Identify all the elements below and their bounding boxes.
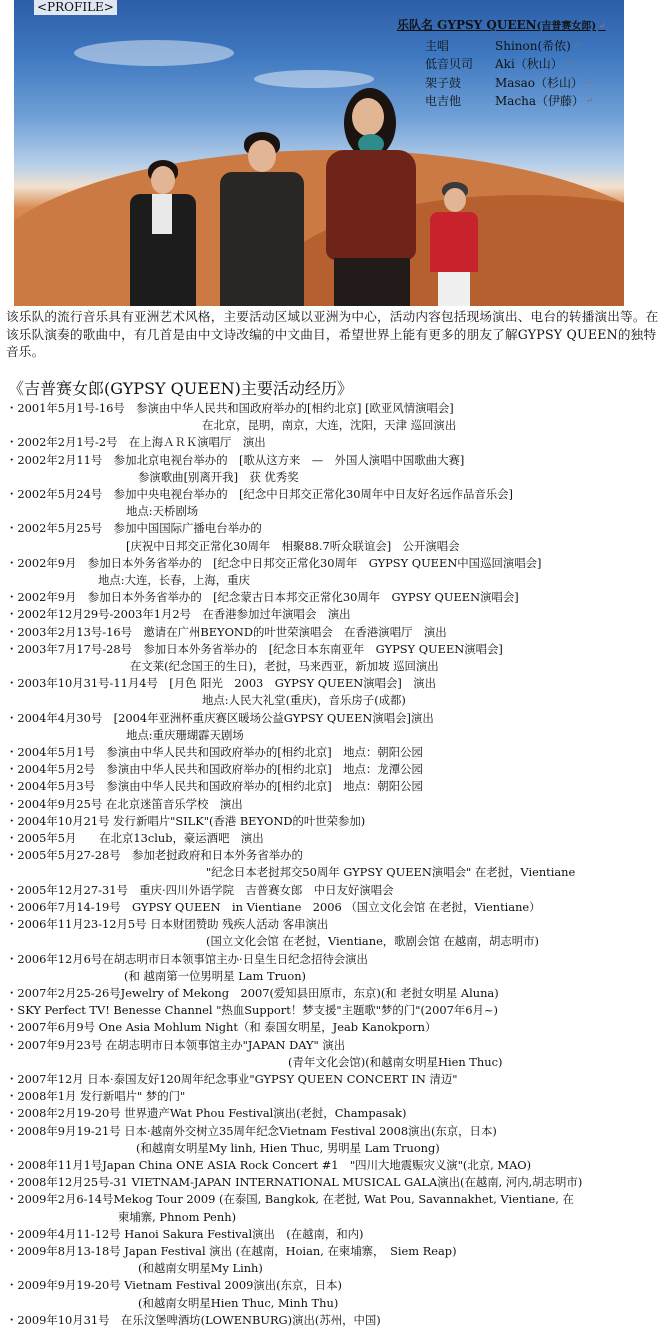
- history-entry: ・2007年9月23号 在胡志明市日本领事馆主办"JAPAN DAY" 演出: [6, 1037, 346, 1052]
- vocalist-figure: [314, 88, 424, 306]
- history-entry: ・2008年1月 发行新唱片" 梦的门": [6, 1089, 186, 1104]
- history-entry: ・2008年2月19-20号 世界遗产Wat Phou Festival演出(老挝，Champasak): [6, 1106, 407, 1121]
- history-entry-detail: 在文莱(纪念国王的生日)，老挝，马来西亚，新加坡 巡回演出: [130, 659, 439, 674]
- history-entry-detail: (和越南女明星My linh, Hien Thuc, 男明星 Lam Truong): [136, 1140, 440, 1155]
- history-entry: ・2007年12月 日本·泰国友好120周年纪念事业"GYPSY QUEEN CONCERT IN 清迈": [6, 1071, 458, 1086]
- history-entry: ・SKY Perfect TV! Benesse Channel "热血Support！梦支援"主题歌"梦的门"(2007年6月~): [6, 1003, 498, 1018]
- history-entry-detail: 柬埔寨, Phnom Penh): [118, 1209, 237, 1224]
- history-entry: ・2001年5月1号-16号 参演由中华人民共和国政府举办的[相约北京] [欧亚风情演唱会]: [6, 401, 454, 415]
- history-entry: ・2002年2月1号-2号 在上海ＡＲＫ演唱厅 演出: [6, 435, 266, 450]
- history-entry: ・2002年2月11号 参加北京电视台举办的 [歌从这方来 — 外国人演唱中国歌曲大赛]: [6, 452, 465, 467]
- history-entry-detail: 地点:大连，长春，上海，重庆: [98, 573, 250, 588]
- band-info: [397, 16, 637, 111]
- history-entry: ・2009年9月19-20号 Vietnam Festival 2009演出(东京，日本): [6, 1278, 342, 1293]
- history-entry: ・2002年5月24号 参加中央电视台举办的 [纪念中日邦交正常化30周年中日友好名远作品音乐会]: [6, 487, 513, 502]
- member-row: 主唱 Shinon(希侬) ↵: [397, 37, 637, 56]
- member-name: Macha（伊藤）: [495, 94, 585, 108]
- member-name: Masao（杉山）: [495, 75, 583, 90]
- history-entry: ・2005年5月27-28号 参加老挝政府和日本外务省举办的: [6, 848, 303, 863]
- history-entry: ・2003年2月13号-16号 邀请在广州BEYOND的叶世荣演唱会 在香港演唱厅 演出: [6, 624, 447, 639]
- member-role: 架子鼓: [425, 75, 462, 90]
- history-entry: ・2004年5月3号 参演由中华人民共和国政府举办的[相约北京] 地点：朝阳公园: [6, 779, 423, 794]
- history-entry: ・2009年2月6-14号Mekog Tour 2009 (在泰国, Bangkok, 在老挝, Wat Pou, Savannakhet, Vientiane, 在: [6, 1192, 574, 1207]
- history-entry: ・2009年8月13-18号 Japan Festival 演出 (在越南，Hoian, 在柬埔寨， Siem Reap): [6, 1243, 457, 1258]
- history-entry-detail: 参演歌曲[别离开我] 获 优秀奖: [138, 469, 299, 484]
- member-figure: [424, 182, 484, 306]
- history-entry: ・2004年4月30号 [2004年亚洲杯重庆赛区暖场公益GYPSY QUEEN演唱会]演出: [6, 710, 434, 725]
- member-name: Shinon(希侬): [495, 38, 571, 53]
- history-entry-detail: "纪念日本老挝邦交50周年 GYPSY QUEEN演唱会" 在老挝，Vientiane: [206, 865, 576, 880]
- history-entry: ・2002年5月25号 参加中国国际广播电台举办的: [6, 521, 262, 536]
- history-entry-detail: 地点:人民大礼堂(重庆)，音乐房子(成都): [202, 693, 406, 708]
- member-row: 架子鼓 Masao（杉山） ↵: [397, 74, 637, 93]
- member-name: Aki（秋山）: [495, 57, 563, 71]
- history-entry: ・2006年11月23-12月5号 日本财团赞助 残疾人活动 客串演出: [6, 917, 329, 932]
- history-entry: ・2008年9月19-21号 日本·越南外交树立35周年纪念Vietnam Festival 2008演出(东京，日本): [6, 1123, 497, 1138]
- history-entry: ・2008年11月1号Japan China ONE ASIA Rock Concert #1 "四川大地震赈灾义演"(北京, MAO): [6, 1157, 532, 1172]
- member-figure: [122, 160, 202, 306]
- history-entry-detail: 地点:重庆珊瑚霹天剧场: [126, 727, 244, 742]
- history-heading: 《吉普赛女郎(GYPSY QUEEN)主要活动经历》: [8, 379, 353, 398]
- history-entry: ・2009年4月11-12号 Hanoi Sakura Festival演出 (在越南，和内): [6, 1226, 364, 1241]
- history-entry: ・2006年12月6号在胡志明市日本领事馆主办·日皇生日纪念招待会演出: [6, 951, 368, 966]
- history-entry: ・2004年5月2号 参演由中华人民共和国政府举办的[相约北京] 地点：龙潭公园: [6, 762, 423, 777]
- cloud: [74, 40, 234, 66]
- history-entry: ・2002年9月 参加日本外务省举办的 [纪念中日邦交正常化30周年 GYPSY QUEEN中国巡回演唱会]: [6, 555, 542, 570]
- history-entry-detail: (和 越南第一位男明星 Lam Truon): [124, 968, 306, 983]
- history-entry: ・2007年6月9号 One Asia Mohlum Night（和 泰国女明星，Jeab Kanokporn）: [6, 1020, 437, 1035]
- history-entry-detail: (国立文化会馆 在老挝，Vientiane，歌剧会馆 在越南，胡志明市): [206, 934, 539, 949]
- history-entry-detail: 在北京，昆明，南京，大连，沈阳，天津 巡回演出: [202, 418, 457, 433]
- member-row: 电吉他 Macha（伊藤） ↵: [397, 92, 637, 111]
- history-entry: ・2004年5月1号 参演由中华人民共和国政府举办的[相约北京] 地点：朝阳公园: [6, 745, 423, 760]
- member-role: 电吉他: [425, 94, 462, 108]
- history-entry: ・2009年10月31号 在乐汶堡啤酒坊(LOWENBURG)演出(苏州，中国): [6, 1312, 381, 1327]
- cloud: [254, 70, 374, 88]
- history-entry: ・2007年2月25-26号Jewelry of Mekong 2007(爱知县田原市，东京)(和 老挝女明星 Aluna): [6, 985, 499, 1000]
- history-entry-detail: (和越南女明星My Linh): [138, 1261, 263, 1276]
- history-entry: ・2008年12月25号-31 VIETNAM-JAPAN INTERNATIONAL MUSICAL GALA演出(在越南, 河内,胡志明市): [6, 1175, 583, 1190]
- history-entry-detail: (青年文化会馆)(和越南女明星Hien Thuc): [288, 1054, 503, 1069]
- history-entry-detail: [庆祝中日邦交正常化30周年 相聚88.7听众联谊会] 公开演唱会: [126, 538, 460, 553]
- history-entry: ・2003年10月31号-11月4号 [月色 阳光 2003 GYPSY QUEEN演唱会] 演出: [6, 676, 437, 691]
- member-row: 低音贝司 Aki（秋山） ↵: [397, 55, 637, 74]
- history-entry: ・2005年5月 在北京13club，豪运酒吧 演出: [6, 831, 264, 846]
- history-entry: ・2002年12月29号-2003年1月2号 在香港参加过年演唱会 演出: [6, 607, 351, 622]
- intro-paragraph: 该乐队的流行音乐具有亚洲艺术风格，主要活动区域以亚洲为中心，活动内容包括现场演出、电台的转播演出等。在该乐队演奏的歌曲中，有几首是由中文诗改编的中文曲目，希望世界上能有更多的朋友了解GYPSY QUEEN的独特音乐。: [6, 309, 659, 359]
- history-entry: ・2003年7月17号-28号 参加日本外务省举办的 [纪念日本东南亚年 GYPSY QUEEN演唱会]: [6, 641, 503, 656]
- history-entry: ・2002年9月 参加日本外务省举办的 [纪念蒙古日本邦交正常化30周年 GYPSY QUEEN演唱会]: [6, 590, 519, 605]
- band-name: 乐队名 GYPSY QUEEN(吉普赛女郎) ↵: [397, 18, 606, 32]
- member-role: 主唱: [425, 38, 450, 53]
- history-entry: ・2004年10月21号 发行新唱片"SILK"(香港 BEYOND的叶世荣参加): [6, 813, 366, 828]
- history-entry-detail: 地点:天桥剧场: [126, 504, 199, 519]
- history-list: [6, 400, 658, 1329]
- history-entry-detail: (和越南女明星Hien Thuc, Minh Thu): [138, 1295, 339, 1310]
- member-figure: [214, 132, 309, 306]
- member-role: 低音贝司: [425, 57, 474, 71]
- history-entry: ・2005年12月27-31号 重庆·四川外语学院 吉普赛女郎 中日友好演唱会: [6, 882, 394, 897]
- history-entry: ・2006年7月14-19号 GYPSY QUEEN in Vientiane 2006 （国立文化会馆 在老挝，Vientiane）: [6, 899, 541, 914]
- history-entry: ・2004年9月25号 在北京迷笛音乐学校 演出: [6, 796, 243, 811]
- profile-tag: <PROFILE>: [34, 0, 117, 15]
